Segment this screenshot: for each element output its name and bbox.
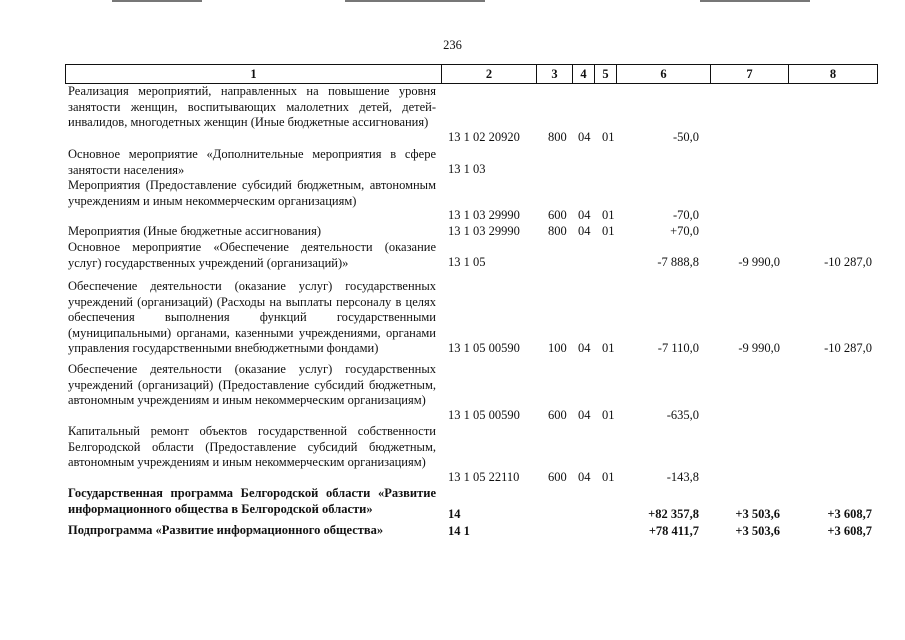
- table-row: [0, 84, 905, 146]
- row-col-7: -9 990,0: [738, 255, 780, 270]
- scan-edge-mark: [345, 0, 485, 2]
- row-code: 13 1 03 29990: [448, 208, 520, 223]
- row-col-5: 01: [602, 408, 615, 423]
- row-code: 13 1 05 00590: [448, 341, 520, 356]
- row-col-5: 01: [602, 224, 615, 239]
- row-description: Мероприятия (Иные бюджетные ассигнования): [68, 224, 321, 238]
- row-col-7: +3 503,6: [735, 524, 780, 539]
- row-col-6: -7 110,0: [657, 341, 699, 356]
- row-col-6: -143,8: [666, 470, 699, 485]
- row-col-8: +3 608,7: [827, 524, 872, 539]
- row-col-6: +82 357,8: [648, 507, 699, 522]
- row-description: Государственная программа Белгородской области «Развитие информационного общества в Белгородской области»: [68, 486, 436, 516]
- header-col-1: 1: [250, 67, 257, 81]
- row-col-3: 600: [548, 470, 567, 485]
- table-row: [0, 523, 905, 540]
- row-code: 13 1 05 22110: [448, 470, 520, 485]
- row-description: Реализация мероприятий, направленных на повышение уровня занятости женщин, воспитывающих малолетних детей, детей-инвалидов, многодетных женщин (Иные бюджетные ассигнования): [68, 84, 436, 130]
- row-description: Мероприятия (Предоставление субсидий бюджетным, автономным учреждениям и иным некоммерческим организациям): [68, 178, 436, 208]
- scan-edge-mark: [112, 0, 202, 2]
- table-row: [0, 224, 905, 240]
- row-col-4: 04: [578, 208, 591, 223]
- row-code: 13 1 05: [448, 255, 486, 270]
- row-code: 14 1: [448, 524, 470, 539]
- table-row: [0, 424, 905, 486]
- row-col-7: -9 990,0: [738, 341, 780, 356]
- scan-edge-mark: [700, 0, 810, 2]
- header-col-4: 4: [572, 65, 594, 83]
- row-col-3: 800: [548, 130, 567, 145]
- table-row: [0, 362, 905, 424]
- row-description: Обеспечение деятельности (оказание услуг) государственных учреждений (организаций) (Расходы на выплаты персоналу в целях обеспечения выполнения функций государственными (муниципальными) органами, казенными учреждениями, органами управления государственными внебюджетными фондами): [68, 279, 436, 356]
- row-description: Обеспечение деятельности (оказание услуг) государственных учреждений (организаций) (Предоставление субсидий бюджетным, автономным учреждениям и иным некоммерческим организациям): [68, 362, 436, 408]
- table-row: [0, 486, 905, 523]
- table-row: [0, 178, 905, 224]
- row-col-8: -10 287,0: [824, 255, 872, 270]
- row-col-3: 100: [548, 341, 567, 356]
- table-row: [0, 147, 905, 178]
- row-col-4: 04: [578, 224, 591, 239]
- row-code: 13 1 03 29990: [448, 224, 520, 239]
- row-col-3: 800: [548, 224, 567, 239]
- row-col-5: 01: [602, 208, 615, 223]
- page-number: 236: [443, 38, 462, 52]
- row-code: 13 1 02 20920: [448, 130, 520, 145]
- row-col-5: 01: [602, 470, 615, 485]
- row-code: 13 1 03: [448, 162, 486, 177]
- row-description: Основное мероприятие «Обеспечение деятельности (оказание услуг) государственных учреждений (организаций)»: [68, 240, 436, 270]
- row-col-4: 04: [578, 408, 591, 423]
- row-code: 14: [448, 507, 461, 522]
- row-col-6: -635,0: [666, 408, 699, 423]
- row-col-6: -50,0: [672, 130, 699, 145]
- row-code: 13 1 05 00590: [448, 408, 520, 423]
- row-col-5: 01: [602, 341, 615, 356]
- row-col-4: 04: [578, 470, 591, 485]
- table-row: [0, 279, 905, 357]
- row-col-6: -70,0: [672, 208, 699, 223]
- row-col-3: 600: [548, 208, 567, 223]
- header-col-2: 2: [441, 65, 536, 83]
- row-col-7: +3 503,6: [735, 507, 780, 522]
- header-col-3: 3: [536, 65, 572, 83]
- header-col-7: 7: [710, 65, 788, 83]
- row-col-6: +70,0: [670, 224, 699, 239]
- row-description: Капитальный ремонт объектов государственной собственности Белгородской области (Предоставление субсидий бюджетным, автономным учреждениям и иным некоммерческим организациям): [68, 424, 436, 470]
- row-col-8: -10 287,0: [824, 341, 872, 356]
- row-description: Основное мероприятие «Дополнительные мероприятия в сфере занятости населения»: [68, 147, 436, 177]
- row-col-5: 01: [602, 130, 615, 145]
- row-col-3: 600: [548, 408, 567, 423]
- header-col-8: 8: [788, 65, 877, 83]
- row-col-8: +3 608,7: [827, 507, 872, 522]
- table-header: [65, 64, 878, 84]
- header-col-5: 5: [594, 65, 616, 83]
- row-col-4: 04: [578, 130, 591, 145]
- row-col-4: 04: [578, 341, 591, 356]
- row-description: Подпрограмма «Развитие информационного общества»: [68, 523, 384, 537]
- row-col-6: -7 888,8: [657, 255, 699, 270]
- row-col-6: +78 411,7: [648, 524, 699, 539]
- table-row: [0, 240, 905, 271]
- header-col-6: 6: [616, 65, 710, 83]
